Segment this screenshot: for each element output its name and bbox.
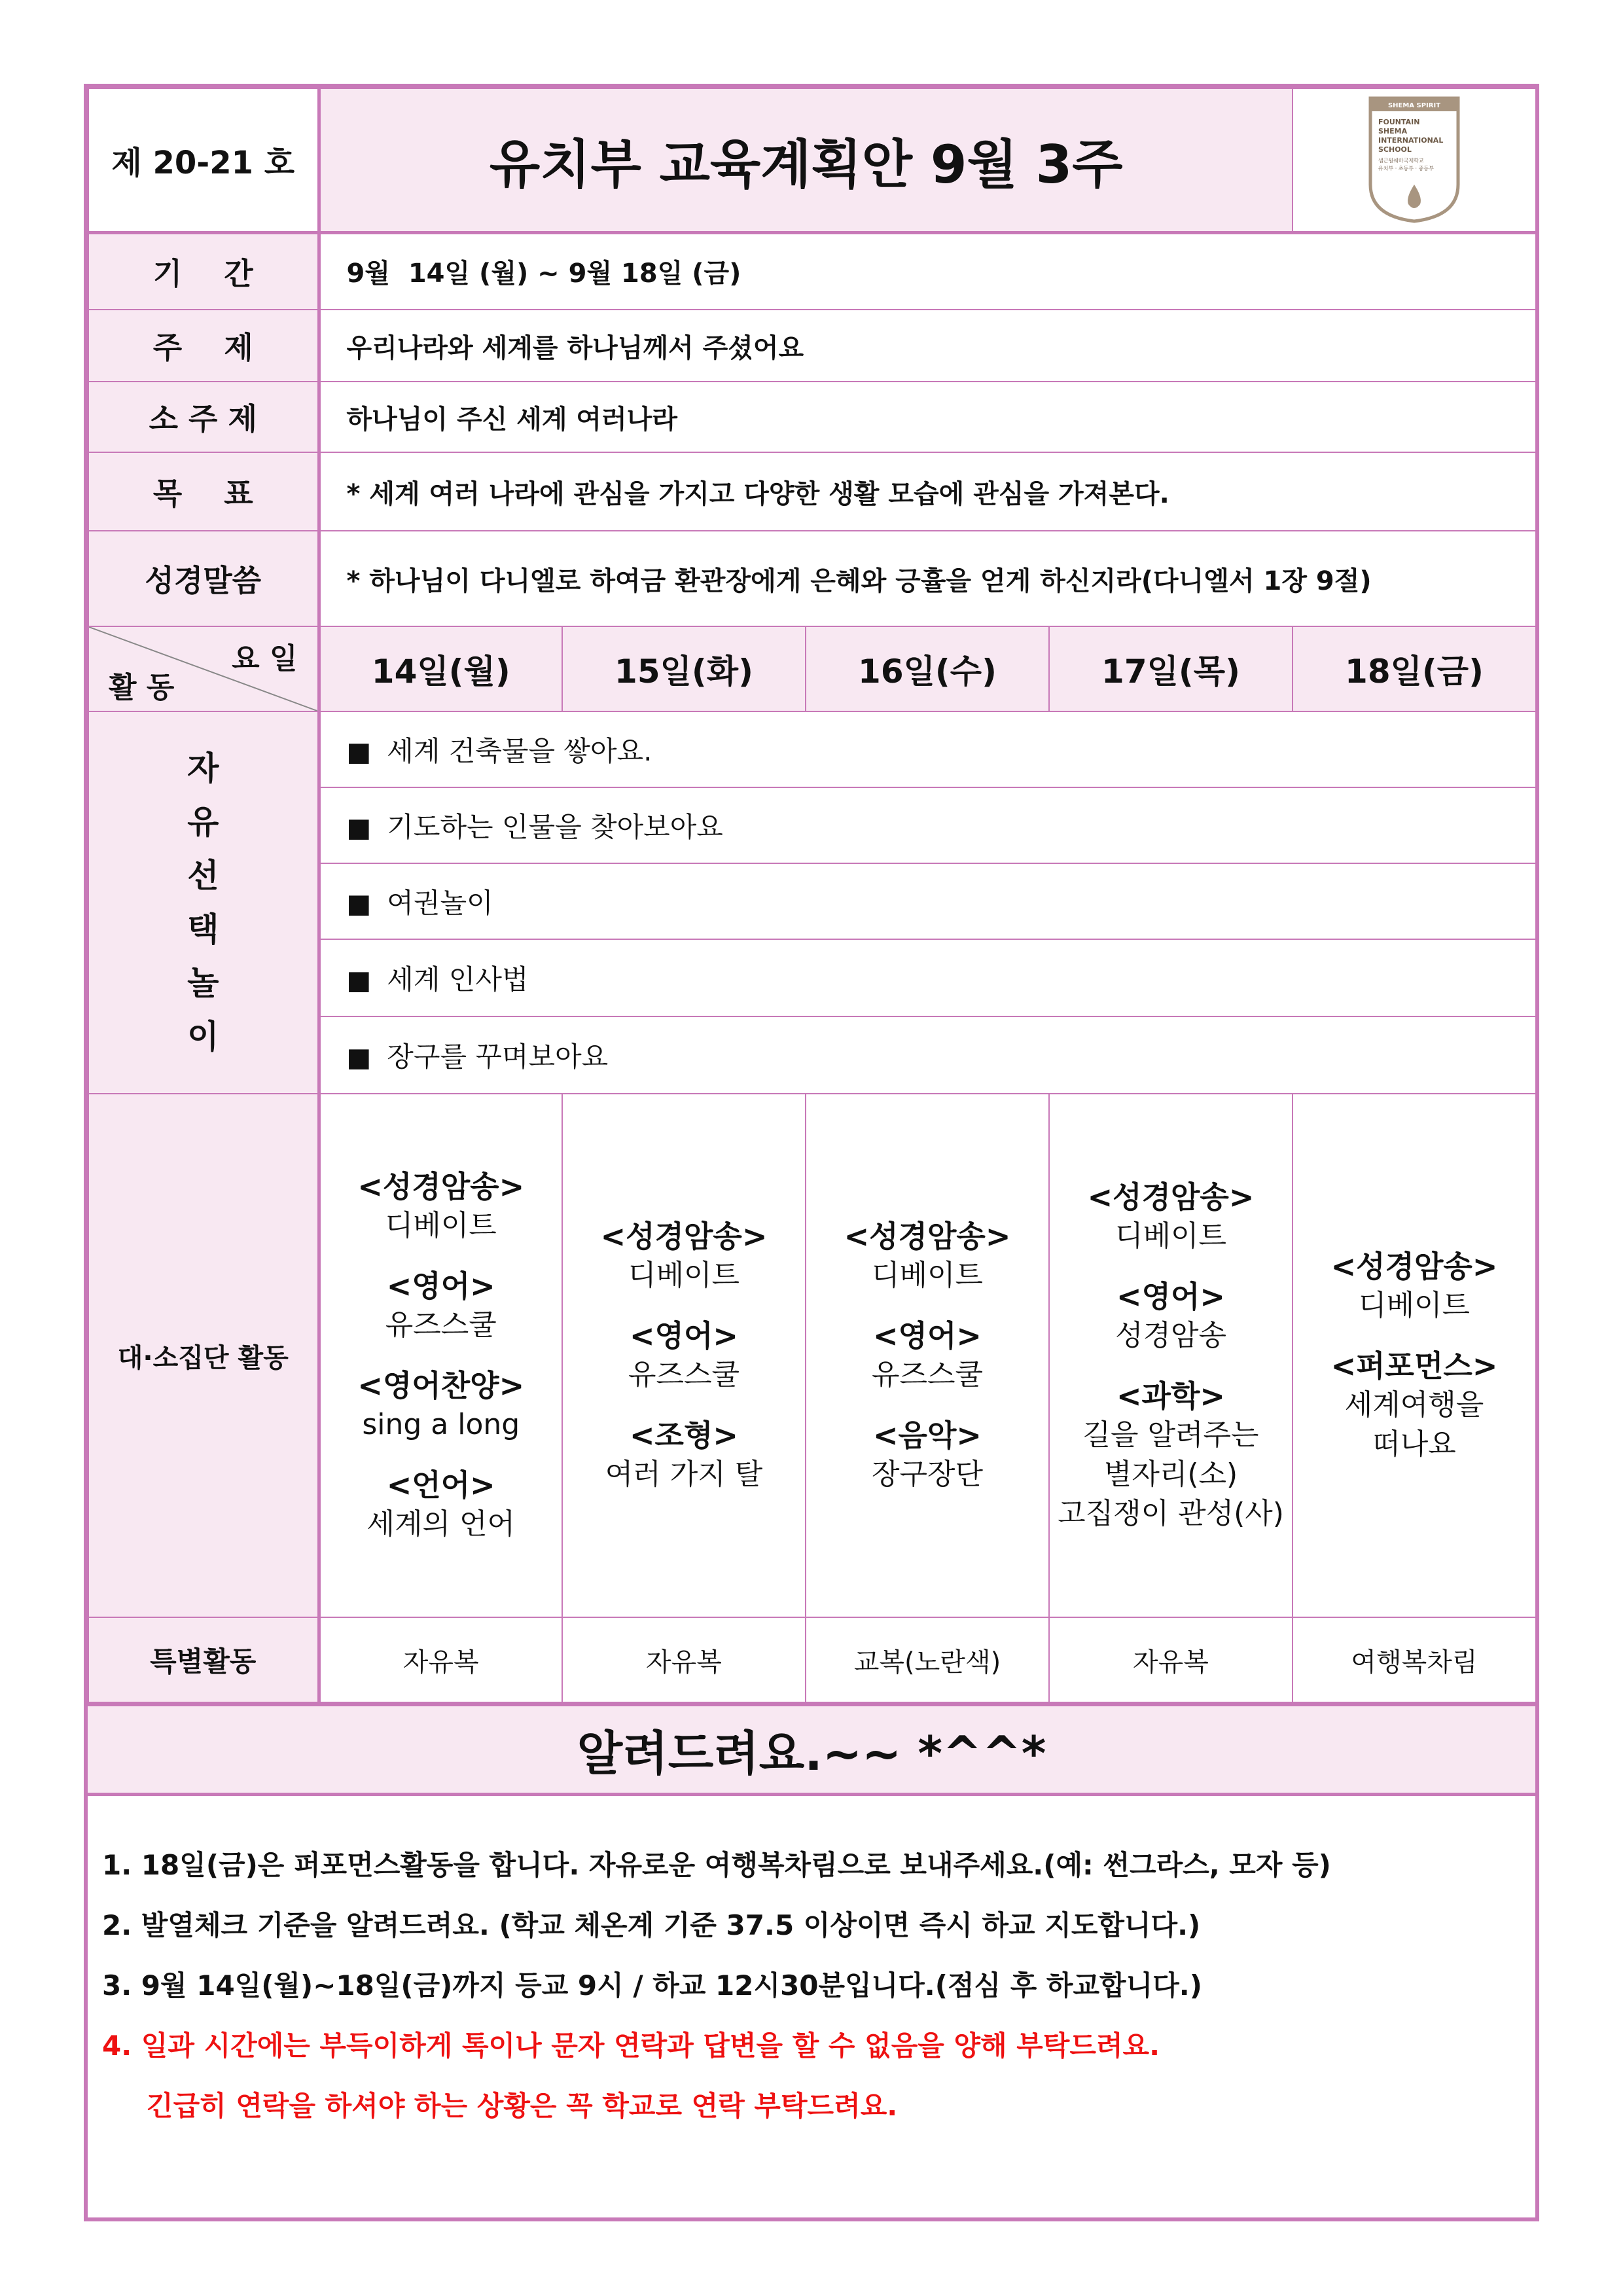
- plan-document: [84, 84, 1539, 2221]
- square-bullet-icon: ■: [346, 965, 372, 996]
- notice-item: 1. 18일(금)은 퍼포먼스활동을 합니다. 자유로운 여행복차림으로 보내주세요.(예: 썬그라스, 모자 등): [102, 1849, 1331, 1881]
- activity-category: <성경암송>: [1087, 1179, 1255, 1215]
- special-activity-label: 특별활동: [88, 1617, 319, 1702]
- activity-detail: 디베이트: [628, 1259, 740, 1292]
- verse-value: * 하나님이 다니엘로 하여금 환관장에게 은혜와 긍휼을 얻게 하신지라(다니엘서 1장 9절): [319, 531, 1536, 626]
- activity-category: <영어>: [873, 1318, 982, 1354]
- subtheme-value: 하나님이 주신 세계 여러나라: [319, 382, 1536, 452]
- activity-detail: 디베이트: [1358, 1289, 1470, 1322]
- free-play-item: [319, 711, 1536, 787]
- activity-category: <성경암송>: [600, 1219, 768, 1254]
- square-bullet-icon: ■: [346, 889, 372, 919]
- logo-name-line: INTERNATIONAL: [1378, 136, 1444, 145]
- activity-category: <성경암송>: [1330, 1249, 1498, 1284]
- notice-item-warning: 긴급히 연락을 하셔야 하는 상황은 꼭 학교로 연락 부탁드려요.: [147, 2090, 898, 2122]
- activity-category: <영어>: [386, 1268, 495, 1304]
- square-bullet-icon: ■: [346, 1043, 372, 1073]
- activity-category: <음악>: [873, 1418, 982, 1453]
- free-play-text: 기도하는 인물을 찾아보아요: [387, 811, 723, 843]
- free-play-label: 자 유 선 택 놀 이: [88, 711, 319, 1094]
- logo-name-line: SHEMA: [1378, 127, 1408, 136]
- logo-top-text: SHEMA SPIRIT: [1387, 102, 1441, 110]
- issue-number: 제 20-21 호: [88, 88, 319, 232]
- activity-category: <퍼포먼스>: [1330, 1348, 1498, 1384]
- day-header-fri: 18일(금): [1293, 626, 1536, 711]
- activity-category: <과학>: [1116, 1378, 1225, 1414]
- group-activity-label: 대·소집단 활동: [88, 1094, 319, 1617]
- activity-detail: 별자리(소): [1103, 1458, 1238, 1491]
- activity-detail: 세계여행을: [1344, 1388, 1484, 1422]
- activity-category: <성경암송>: [844, 1219, 1011, 1254]
- square-bullet-icon: ■: [346, 737, 372, 767]
- corner-activity-label: 활 동: [109, 671, 175, 704]
- activity-detail: 고집쟁이 관성(사): [1058, 1497, 1284, 1530]
- logo-name-line: SCHOOL: [1378, 145, 1412, 154]
- free-play-item: [319, 1016, 1536, 1094]
- activity-category: <조형>: [630, 1418, 738, 1453]
- activity-detail: 세계의 언어: [366, 1507, 515, 1541]
- free-play-item: [319, 787, 1536, 863]
- school-logo: [1293, 88, 1536, 232]
- group-activity-wed: [806, 1094, 1049, 1617]
- activity-detail: 길을 알려주는: [1082, 1418, 1259, 1452]
- goal-value: * 세계 여러 나라에 관심을 가지고 다양한 생활 모습에 관심을 가져본다.: [319, 452, 1536, 531]
- page-title: 유치부 교육계획안 9월 3주: [319, 88, 1293, 232]
- corner-day-label: 요 일: [232, 642, 298, 675]
- free-play-item: [319, 939, 1536, 1016]
- plan-table: [88, 88, 1537, 1703]
- special-activity-mon: 자유복: [319, 1617, 562, 1702]
- free-play-text: 세계 건축물을 쌓아요.: [387, 735, 652, 767]
- activity-category: <영어>: [630, 1318, 738, 1354]
- free-play-text: 세계 인사법: [387, 963, 529, 996]
- day-header-tue: 15일(화): [562, 626, 806, 711]
- theme-value: 우리나라와 세계를 하나님께서 주셨어요: [319, 310, 1536, 382]
- free-play-text: 여권놀이: [387, 887, 493, 919]
- notice-item: 2. 발열체크 기준을 알려드려요. (학교 체온계 기준 37.5 이상이면 즉시 하교 지도합니다.): [102, 1909, 1201, 1941]
- special-activity-fri: 여행복차림: [1293, 1617, 1536, 1702]
- period-value: 9월 14일 (월) ~ 9월 18일 (금): [319, 232, 1536, 310]
- logo-sub-line: 샘근원쉐마국제학교: [1378, 158, 1424, 164]
- activity-detail: 장구장단: [871, 1458, 983, 1491]
- activity-detail: 여러 가지 탈: [605, 1458, 763, 1491]
- activity-detail: 떠나요: [1372, 1427, 1456, 1461]
- notice-heading: 알려드려요.~~ *^^*: [88, 1703, 1535, 1796]
- goal-label: 목 표: [88, 452, 319, 531]
- logo-name-line: FOUNTAIN: [1378, 118, 1420, 127]
- logo-sub-line: 유치부 · 초등부 · 중등부: [1378, 166, 1434, 172]
- activity-detail: 유즈스쿨: [628, 1358, 740, 1391]
- activity-detail: 유즈스쿨: [385, 1308, 497, 1342]
- activity-category: <언어>: [386, 1467, 495, 1503]
- free-play-item: [319, 863, 1536, 939]
- group-activity-thu: [1049, 1094, 1293, 1617]
- group-activity-mon: [319, 1094, 562, 1617]
- activity-category: <영어>: [1116, 1279, 1225, 1314]
- square-bullet-icon: ■: [346, 813, 372, 843]
- group-activity-tue: [562, 1094, 806, 1617]
- activity-detail: 디베이트: [1115, 1219, 1226, 1253]
- activity-detail: 유즈스쿨: [871, 1358, 983, 1391]
- notice-list: [88, 1796, 1535, 2136]
- activity-category: <영어찬양>: [357, 1368, 525, 1403]
- special-activity-tue: 자유복: [562, 1617, 806, 1702]
- free-play-text: 장구를 꾸며보아요: [387, 1041, 609, 1073]
- notice-item-warning: 4. 일과 시간에는 부득이하게 톡이나 문자 연락과 답변을 할 수 없음을 양해 부탁드려요.: [102, 2030, 1160, 2062]
- subtheme-label: 소 주 제: [88, 382, 319, 452]
- activity-category: <성경암송>: [357, 1169, 525, 1204]
- notice-item: 3. 9월 14일(월)~18일(금)까지 등교 9시 / 하교 12시30분입니다.(점심 후 하교합니다.): [102, 1969, 1202, 2001]
- group-activity-fri: [1293, 1094, 1536, 1617]
- special-activity-thu: 자유복: [1049, 1617, 1293, 1702]
- period-label: 기 간: [88, 232, 319, 310]
- verse-label: 성경말씀: [88, 531, 319, 626]
- activity-detail: sing a long: [362, 1408, 520, 1441]
- activity-detail: 디베이트: [871, 1259, 983, 1292]
- activity-detail: 성경암송: [1115, 1319, 1226, 1352]
- day-header-mon: 14일(월): [319, 626, 562, 711]
- special-activity-wed: 교복(노란색): [806, 1617, 1049, 1702]
- day-header-wed: 16일(수): [806, 626, 1049, 711]
- day-header-thu: 17일(목): [1049, 626, 1293, 711]
- theme-label: 주 제: [88, 310, 319, 382]
- shield-logo-icon: [1365, 93, 1463, 224]
- activity-detail: 디베이트: [385, 1209, 497, 1242]
- day-activity-corner: [88, 626, 319, 711]
